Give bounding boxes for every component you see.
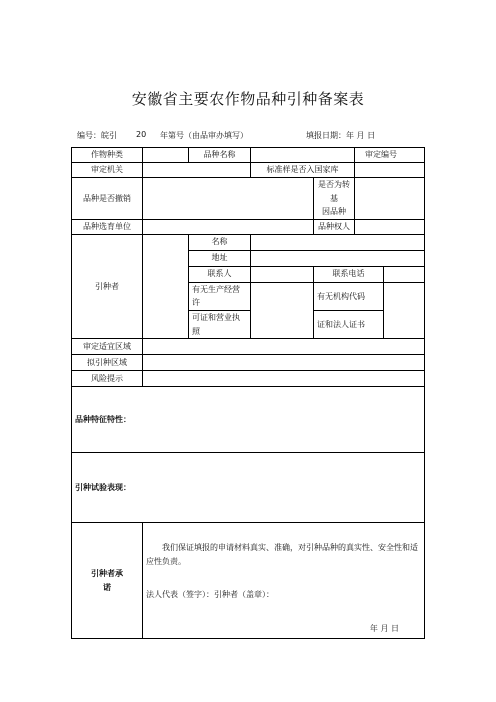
form-row (72, 387, 425, 453)
variety-name-value[interactable] (251, 148, 355, 163)
form-row (72, 453, 425, 523)
contact-phone-label: 联系电话 (314, 266, 384, 282)
commitment-date[interactable]: 年 月 日 (369, 623, 399, 633)
record-number-year: 20 (136, 130, 147, 139)
org-code-value[interactable] (384, 282, 425, 338)
form-row (72, 234, 425, 250)
form-row (72, 523, 425, 639)
form-row (72, 355, 425, 371)
variety-name-label: 品种名称 (189, 148, 251, 163)
variety-traits-field[interactable]: 品种特征特性： (72, 387, 425, 453)
filing-form-table (71, 147, 425, 639)
form-row (72, 219, 425, 234)
rights-holder-label: 品种权人 (314, 219, 355, 234)
business-license-value[interactable] (251, 282, 314, 338)
crop-type-label: 作物种类 (72, 148, 143, 163)
form-row (72, 163, 425, 178)
form-title: 安徽省主要农作物品种引种备案表 (131, 90, 365, 108)
standard-sample-bank-value[interactable] (355, 163, 425, 178)
approval-number-label: 审定编号 (355, 148, 425, 163)
rights-holder-value[interactable] (355, 219, 425, 234)
business-license-label-line2: 可证和营业执照 (189, 310, 251, 338)
commitment-label (72, 523, 143, 639)
approved-region-label: 审定适宜区域 (72, 339, 143, 355)
introducer-label: 引种者 (72, 234, 143, 338)
introducer-name-label: 名称 (189, 234, 251, 250)
crop-type-value[interactable] (143, 148, 189, 163)
risk-warning-label: 风险提示 (72, 371, 143, 387)
introducer-address-value[interactable] (251, 250, 425, 266)
approved-region-value[interactable] (143, 339, 425, 355)
gmo-value[interactable] (355, 178, 425, 220)
form-row (72, 148, 425, 163)
fill-date-label: 填报日期：年 月 日 (306, 131, 376, 140)
org-code-label: 有无机构代码 (314, 282, 384, 310)
planned-region-label: 拟引种区域 (72, 355, 143, 371)
gmo-label-line2: 因品种 (322, 207, 346, 217)
risk-warning-value[interactable] (143, 371, 425, 387)
record-number-suffix: 年第号（由品审办填写） (160, 131, 248, 140)
gmo-label-line1: 是否为转基 (318, 180, 350, 203)
introducer-blank (143, 234, 189, 338)
planned-region-value[interactable] (143, 355, 425, 371)
form-row (72, 371, 425, 387)
breeding-unit-value[interactable] (143, 219, 314, 234)
variety-revoked-value[interactable] (143, 178, 314, 220)
standard-sample-bank-label: 标准样是否入国家库 (251, 163, 355, 178)
introducer-name-value[interactable] (251, 234, 425, 250)
form-row (72, 339, 425, 355)
business-license-label: 有无生产经营许 (189, 282, 251, 310)
gmo-label (314, 178, 355, 220)
signature-line[interactable]: 法人代表（签字）：引种者（盖章）： (146, 590, 274, 600)
breeding-unit-label: 品种选育单位 (72, 219, 143, 234)
commitment-text: 我们保证填报的申请材料真实、准确，对引种品种的真实性、安全性和适应性负责。 (146, 543, 418, 566)
commitment-label-line1: 引种者承 (91, 569, 123, 579)
variety-revoked-label: 品种是否撤销 (72, 178, 143, 220)
org-code-label-line2: 证和法人证书 (314, 310, 384, 338)
commitment-statement (143, 523, 425, 639)
commitment-label-line2: 诺 (103, 582, 111, 592)
trial-performance-field[interactable]: 引种试验表现： (72, 453, 425, 523)
approval-agency-value[interactable] (143, 163, 251, 178)
contact-person-label: 联系人 (189, 266, 251, 282)
contact-phone-value[interactable] (384, 266, 425, 282)
contact-person-value[interactable] (251, 266, 314, 282)
approval-agency-label: 审定机关 (72, 163, 143, 178)
form-row (72, 178, 425, 220)
record-number-label: 编号：皖引 (77, 131, 117, 140)
introducer-address-label: 地址 (189, 250, 251, 266)
